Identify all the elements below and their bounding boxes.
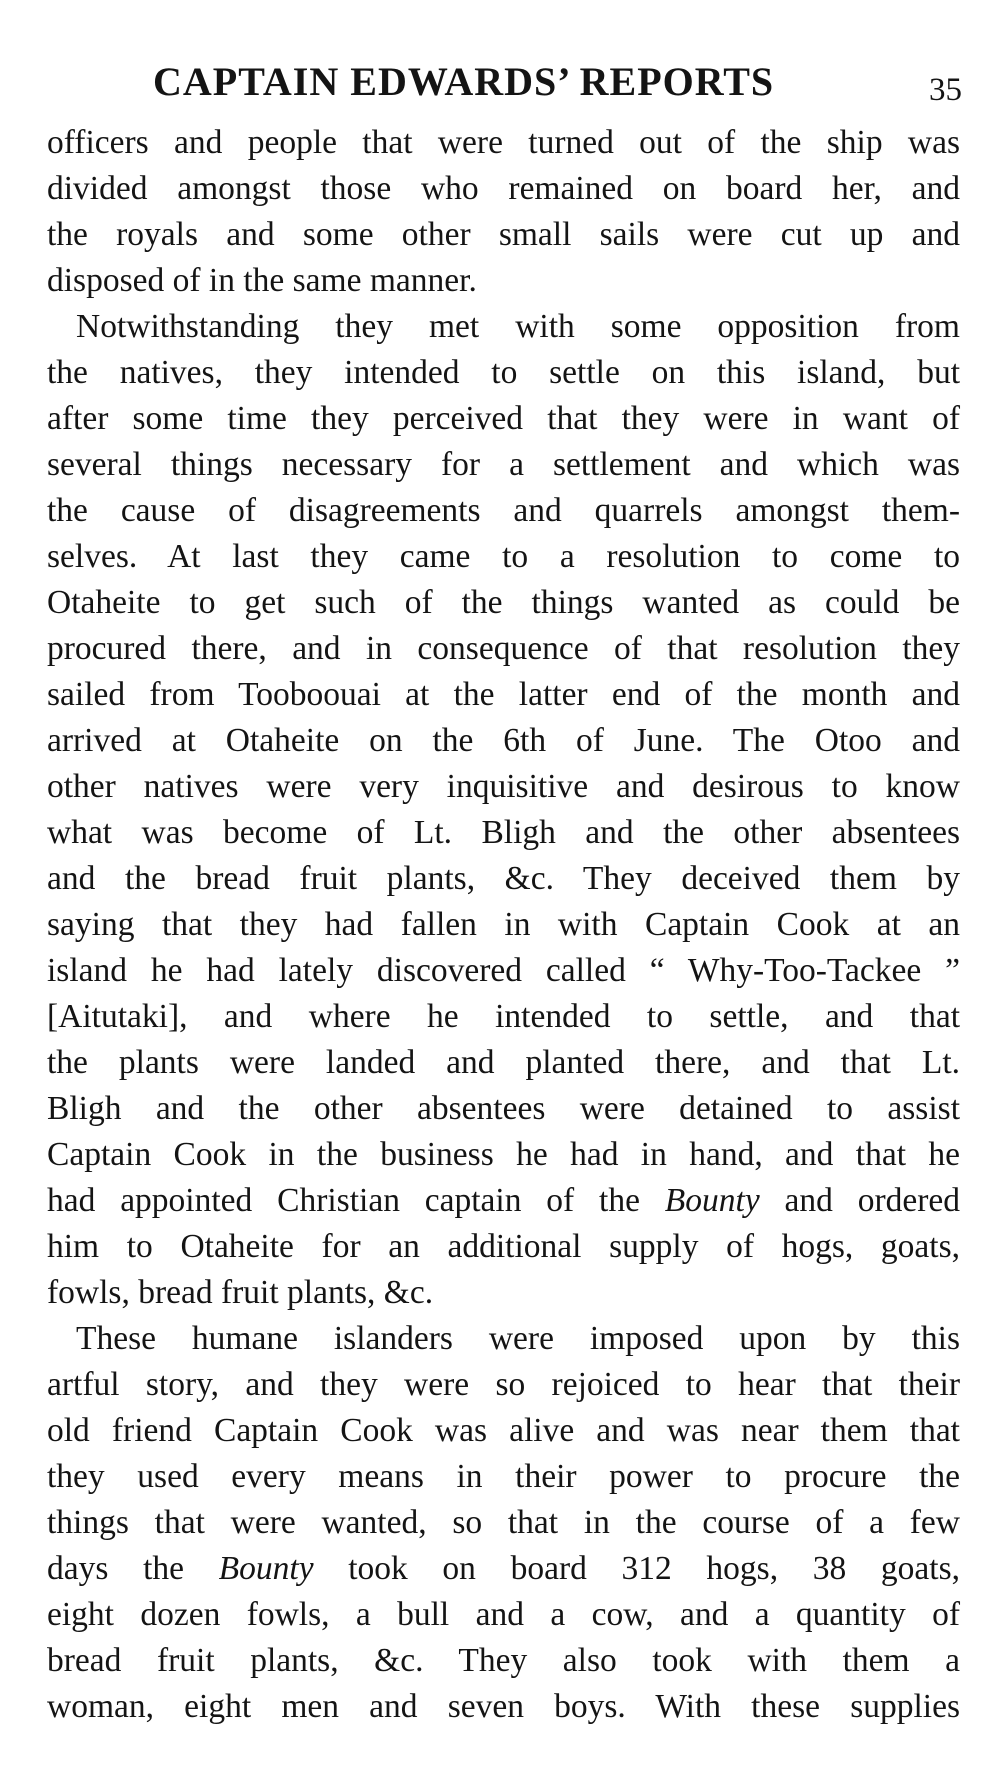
text-line: the plants were landed and planted there, and that Lt.	[47, 1044, 960, 1081]
text-run: had appointed Christian captain of the	[47, 1182, 640, 1219]
text-line: Notwithstanding they met with some opposition from	[76, 308, 960, 345]
text-run: took on board 312 hogs, 38 goats,	[313, 1550, 961, 1587]
text-line-mixed	[47, 1546, 960, 1592]
text-line: the cause of disagreements and quarrels amongst them-	[47, 492, 960, 529]
text-line: selves. At last they came to a resolution to come to	[47, 538, 960, 575]
text-line: [Aitutaki], and where he intended to settle, and that	[47, 998, 960, 1035]
text-run: days the	[47, 1550, 184, 1587]
text-line-mixed	[47, 1178, 960, 1224]
text-line: the royals and some other small sails were cut up and	[47, 216, 960, 253]
text-line: arrived at Otaheite on the 6th of June. The Otoo and	[47, 722, 960, 759]
text-line: procured there, and in consequence of that resolution they	[47, 630, 960, 667]
ship-name-italic: Bounty	[664, 1182, 760, 1219]
text-line: artful story, and they were so rejoiced to hear that their	[47, 1366, 960, 1403]
text-line: Captain Cook in the business he had in hand, and that he	[47, 1136, 960, 1173]
text-line: what was become of Lt. Bligh and the other absentees	[47, 814, 960, 851]
text-line: Otaheite to get such of the things wanted as could be	[47, 584, 960, 621]
text-line: things that were wanted, so that in the course of a few	[47, 1504, 960, 1541]
text-line: eight dozen fowls, a bull and a cow, and a quantity of	[47, 1596, 960, 1633]
text-line: him to Otaheite for an additional supply of hogs, goats,	[47, 1228, 960, 1265]
ship-name-italic: Bounty	[218, 1550, 314, 1587]
text-line: sailed from Tooboouai at the latter end of the month and	[47, 676, 960, 713]
text-line: several things necessary for a settlement and which was	[47, 446, 960, 483]
text-line: after some time they perceived that they were in want of	[47, 400, 960, 437]
text-line: other natives were very inquisitive and desirous to know	[47, 768, 960, 805]
body-text	[47, 120, 960, 1730]
text-line: divided amongst those who remained on board her, and	[47, 170, 960, 207]
text-line: These humane islanders were imposed upon by this	[76, 1320, 960, 1357]
paragraph	[47, 304, 960, 1316]
text-run: and ordered	[759, 1182, 961, 1219]
text-line: Bligh and the other absentees were detained to assist	[47, 1090, 960, 1127]
text-line: fowls, bread fruit plants, &c.	[47, 1274, 434, 1311]
text-line: and the bread fruit plants, &c. They deceived them by	[47, 860, 960, 897]
running-title: CAPTAIN EDWARDS’ REPORTS	[153, 59, 775, 104]
paragraph	[47, 1316, 960, 1730]
text-line: saying that they had fallen in with Captain Cook at an	[47, 906, 960, 943]
text-line: the natives, they intended to settle on this island, but	[47, 354, 960, 391]
text-line: officers and people that were turned out of the ship was	[47, 124, 960, 161]
text-line: bread fruit plants, &c. They also took with them a	[47, 1642, 960, 1679]
text-line: woman, eight men and seven boys. With these supplies	[47, 1688, 960, 1725]
running-head	[50, 56, 962, 108]
page-number: 35	[929, 72, 962, 108]
text-line: island he had lately discovered called “ Why-Too-Tackee ”	[47, 952, 960, 989]
text-line: disposed of in the same manner.	[47, 262, 477, 299]
text-line: old friend Captain Cook was alive and was near them that	[47, 1412, 960, 1449]
text-line: they used every means in their power to procure the	[47, 1458, 960, 1495]
paragraph	[47, 120, 960, 304]
